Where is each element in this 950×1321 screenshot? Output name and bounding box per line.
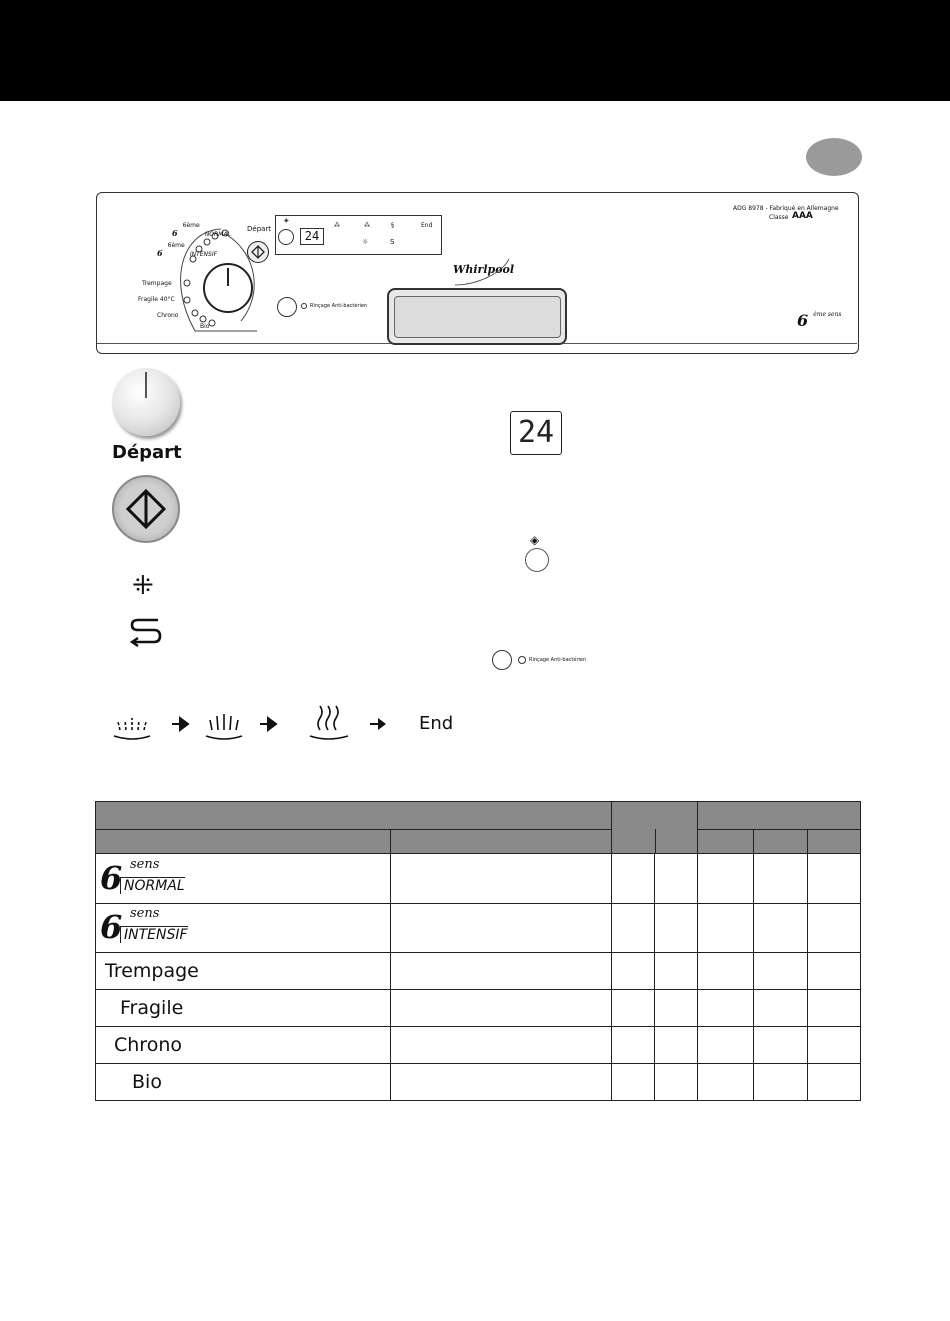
table-cell <box>754 1027 808 1064</box>
header-cell-consumption <box>698 802 861 830</box>
panel-delay-icon: ◈ <box>284 217 289 224</box>
program-cell-fragile <box>96 990 391 1027</box>
panel-program-trempage: Trempage <box>142 280 172 287</box>
table-cell <box>612 953 655 990</box>
legend-delay-icon: ◈ <box>530 533 540 547</box>
program-led <box>209 320 215 326</box>
panel-intensif-sup: 6ème <box>167 242 185 249</box>
legend-rinse-button <box>492 650 512 670</box>
table-cell <box>612 1064 655 1101</box>
panel-wash-icon: ⁂ <box>364 222 370 229</box>
table-cell <box>655 1064 698 1101</box>
panel-program-normal <box>172 223 231 239</box>
table-cell <box>754 953 808 990</box>
program-led <box>184 280 190 286</box>
table-cell <box>391 1064 612 1101</box>
brand-logo: Whirlpool <box>453 263 515 276</box>
logo-mode-intensif: INTENSIF <box>120 926 188 943</box>
panel-start-button[interactable] <box>247 241 269 263</box>
dry-icon <box>310 706 348 739</box>
sixth-sense-logo <box>797 311 842 330</box>
logo-six: 6 <box>797 311 809 330</box>
table-cell <box>698 854 754 904</box>
logo-mode-normal: NORMAL <box>120 877 185 894</box>
table-cell <box>655 1027 698 1064</box>
cycle-sequence <box>110 700 370 748</box>
subheader-cell <box>754 830 808 854</box>
program-table <box>95 801 861 1101</box>
program-led <box>184 297 190 303</box>
sixth-sense-intensif-logo <box>96 906 216 946</box>
prewash-icon <box>114 718 150 739</box>
logo-sens: sens <box>130 856 160 872</box>
panel-intensif-label: INTENSIF <box>189 251 218 258</box>
program-cell-trempage <box>96 953 391 990</box>
table-cell <box>612 854 655 904</box>
panel-salt-icon: ☼ <box>362 238 369 246</box>
table-cell <box>698 990 754 1027</box>
table-row <box>96 904 861 953</box>
program-cell-chrono <box>96 1027 391 1064</box>
table-cell <box>754 854 808 904</box>
table-cell <box>698 904 754 953</box>
table-cell <box>391 990 612 1027</box>
table-cell <box>754 990 808 1027</box>
top-banner <box>0 0 950 101</box>
panel-normal-label: NORMAL <box>204 231 231 238</box>
legend-salt-icon: ⁜ <box>132 571 154 601</box>
table-cell <box>391 904 612 953</box>
panel-status-box <box>275 215 442 255</box>
legend-display: 24 <box>510 411 562 455</box>
program-cell-normal <box>96 854 391 904</box>
model-line: ADG 8978 - Fabriqué en Allemagne <box>733 205 839 212</box>
class-label: Classe <box>769 214 789 221</box>
table-row <box>96 990 861 1027</box>
table-cell <box>808 904 861 953</box>
table-row <box>96 953 861 990</box>
program-name: Trempage <box>105 960 199 982</box>
table-cell <box>655 990 698 1027</box>
table-cell <box>754 904 808 953</box>
program-name: Fragile <box>120 997 184 1019</box>
program-name: Bio <box>132 1071 162 1093</box>
legend-rinse-aid-icon <box>128 614 164 650</box>
table-cell <box>808 1064 861 1101</box>
table-cell <box>612 1027 655 1064</box>
table-cell <box>698 1064 754 1101</box>
program-cell-bio <box>96 1064 391 1101</box>
legend-start-button <box>112 475 180 543</box>
logo-sens: sens <box>130 906 160 921</box>
arrow-icon <box>260 718 276 730</box>
logo-six: 6 <box>100 858 123 897</box>
panel-normal-sup: 6ème <box>182 222 200 229</box>
panel-logo-six: 6 <box>172 228 178 238</box>
panel-dry-icon: § <box>391 222 394 229</box>
legend-start-label: Départ <box>112 442 182 463</box>
program-cell-intensif <box>96 904 391 953</box>
legend-knob-indicator <box>145 372 147 398</box>
subheader-cell <box>698 830 754 854</box>
door-handle-inner <box>394 296 561 338</box>
logo-six: 6 <box>100 908 123 946</box>
table-cell <box>808 990 861 1027</box>
panel-prewash-icon: ⁂ <box>334 222 340 229</box>
program-led <box>200 316 206 322</box>
program-led <box>192 310 198 316</box>
panel-program-bio: Bio <box>200 323 210 330</box>
table-cell <box>754 1064 808 1101</box>
panel-start-label: Départ <box>247 225 272 233</box>
subheader-cell <box>391 830 612 854</box>
table-cell <box>612 990 655 1027</box>
wash-icon <box>206 714 242 739</box>
energy-class: AAA <box>792 211 813 221</box>
table-cell <box>612 904 655 953</box>
program-name: Chrono <box>114 1034 182 1056</box>
subheader-cell <box>808 830 861 854</box>
panel-program-intensif <box>157 243 217 259</box>
table-row <box>96 1027 861 1064</box>
legend-rinse-label: Rinçage Anti-bactérien <box>529 657 587 663</box>
table-cell <box>698 953 754 990</box>
logo-word: ème sens <box>813 311 842 318</box>
header-cell-program <box>96 802 612 830</box>
panel-display: 24 <box>300 228 324 245</box>
table-cell <box>808 953 861 990</box>
door-handle[interactable] <box>387 288 567 345</box>
legend-rinse-led <box>518 656 526 664</box>
table-row <box>96 854 861 904</box>
table-cell <box>655 953 698 990</box>
panel-rinse-led <box>301 303 307 309</box>
table-cell <box>808 854 861 904</box>
arrow-icon <box>172 718 188 730</box>
panel-rinse-button[interactable] <box>277 297 297 317</box>
legend-knob <box>112 368 180 436</box>
panel-rinse-label: Rinçage Anti-bactérien <box>310 303 368 309</box>
table-cell <box>391 1027 612 1064</box>
arrow-icon <box>368 714 390 734</box>
table-cell <box>698 1027 754 1064</box>
table-cell <box>808 1027 861 1064</box>
sixth-sense-normal-logo <box>96 857 216 897</box>
table-cell <box>655 854 698 904</box>
knob-indicator <box>227 268 229 286</box>
panel-program-chrono: Chrono <box>157 312 179 319</box>
legend-end-label: End <box>419 713 454 734</box>
table-row <box>96 1064 861 1101</box>
header-cell-options <box>612 802 698 854</box>
legend-delay-button <box>525 548 549 572</box>
table-cell <box>655 904 698 953</box>
table-cell <box>391 953 612 990</box>
language-badge <box>806 138 862 176</box>
panel-rinse-aid-icon: S <box>390 238 395 246</box>
panel-end-label: End <box>421 222 433 229</box>
panel-logo-six: 6 <box>157 248 163 258</box>
subheader-cell <box>96 830 391 854</box>
panel-program-fragile: Fragile 40°C <box>138 296 175 303</box>
panel-delay-button[interactable] <box>278 229 294 245</box>
program-knob[interactable] <box>203 263 253 313</box>
control-panel <box>96 192 859 354</box>
table-subheader-row <box>96 830 861 854</box>
table-cell <box>391 854 612 904</box>
table-header-row <box>96 802 861 830</box>
